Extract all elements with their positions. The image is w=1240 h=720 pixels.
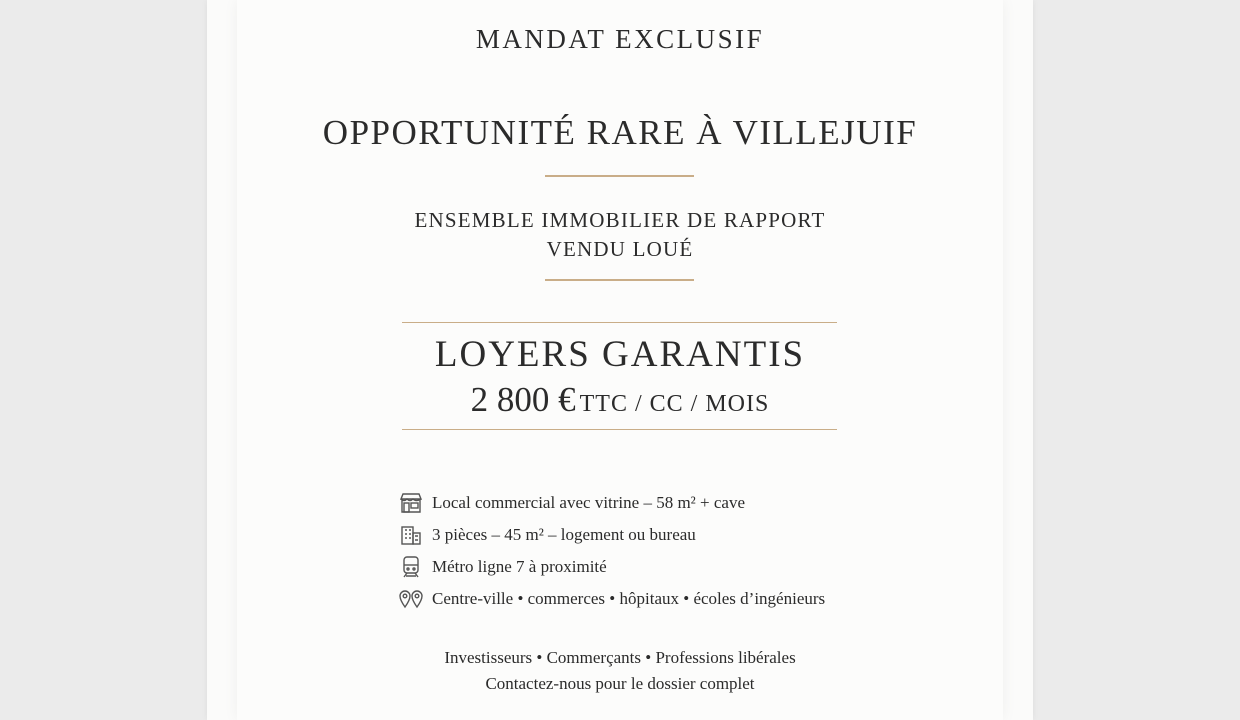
subtitle-line-2: VENDU LOUÉ bbox=[546, 237, 694, 261]
feature-item bbox=[398, 487, 825, 519]
audience-line: Investisseurs • Commerçants • Professions libérales bbox=[444, 648, 796, 667]
rent-amount: 2 800 € bbox=[470, 380, 576, 419]
contact-line: Contactez-nous pour le dossier complet bbox=[485, 674, 755, 693]
feature-text: 3 pièces – 45 m² – logement ou bureau bbox=[432, 525, 696, 544]
rent-box-bottom-rule bbox=[402, 429, 837, 430]
feature-list bbox=[398, 487, 825, 615]
building-icon bbox=[398, 523, 424, 547]
rent-heading: LOYERS GARANTIS bbox=[434, 334, 806, 375]
feature-text: Local commercial avec vitrine – 58 m² + cave bbox=[432, 493, 745, 512]
metro-train-icon bbox=[398, 555, 424, 579]
mandate-label: MANDAT EXCLUSIF bbox=[475, 24, 765, 54]
location-pins-icon bbox=[398, 587, 424, 611]
gold-divider-middle bbox=[545, 279, 694, 281]
feature-item bbox=[398, 583, 825, 615]
rent-unit: TTC / CC / MOIS bbox=[579, 391, 770, 417]
rent-box-top-rule bbox=[402, 322, 837, 323]
feature-text: Métro ligne 7 à proximité bbox=[432, 557, 607, 576]
page-title: OPPORTUNITÉ RARE À VILLEJUIF bbox=[322, 113, 918, 152]
gold-divider-top bbox=[545, 175, 694, 177]
rent-price bbox=[0, 380, 1240, 420]
feature-text: Centre-ville • commerces • hôpitaux • écoles d’ingénieurs bbox=[432, 589, 826, 608]
storefront-icon bbox=[398, 491, 424, 515]
feature-item bbox=[398, 551, 825, 583]
subtitle-line-1: ENSEMBLE IMMOBILIER DE RAPPORT bbox=[414, 208, 826, 232]
feature-item bbox=[398, 519, 825, 551]
